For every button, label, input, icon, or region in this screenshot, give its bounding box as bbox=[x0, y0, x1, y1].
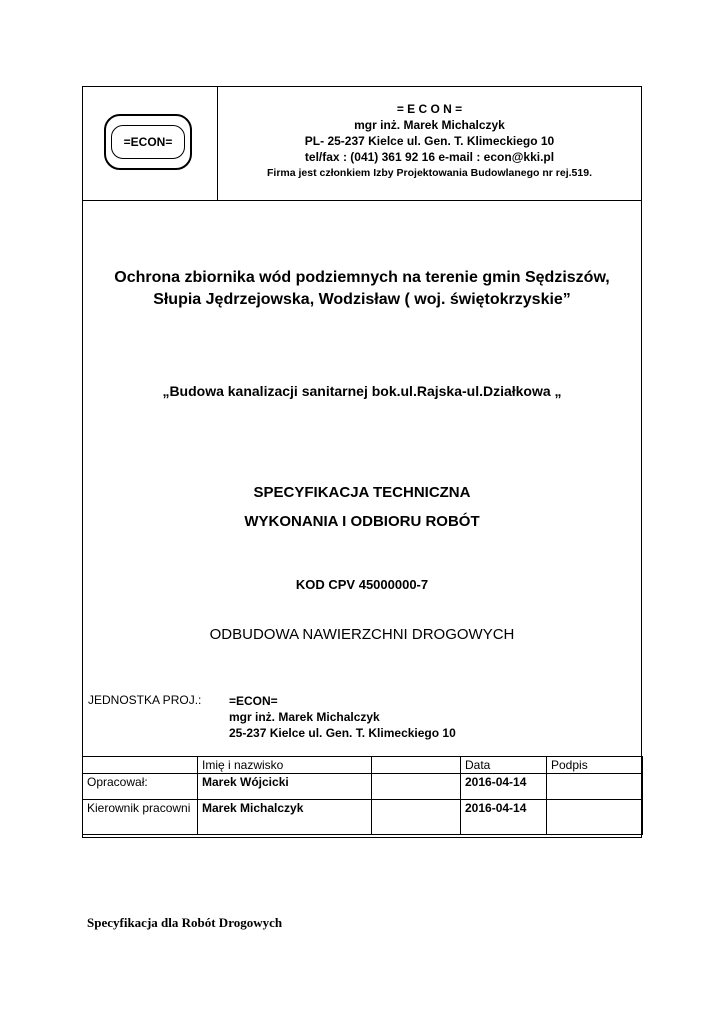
unit-label: JEDNOSTKA PROJ.: bbox=[88, 693, 202, 707]
table-row bbox=[83, 774, 643, 800]
spec-line: WYKONANIA I ODBIORU ROBÓT bbox=[244, 513, 480, 530]
role-cell: Opracował: bbox=[83, 774, 198, 800]
page-footer: Specyfikacja dla Robót Drogowych bbox=[87, 915, 283, 930]
name-cell: Marek Michalczyk bbox=[198, 800, 372, 835]
header-cell: Podpis bbox=[547, 757, 643, 774]
header-cell bbox=[372, 757, 461, 774]
date-cell: 2016-04-14 bbox=[461, 800, 547, 835]
firm-line: = E C O N = bbox=[396, 102, 463, 116]
unit-address: 25-237 Kielce ul. Gen. T. Klimeckiego 10 bbox=[229, 726, 456, 740]
project-title bbox=[83, 267, 641, 311]
cpv-code: KOD CPV 45000000-7 bbox=[295, 577, 429, 592]
project-subtitle: „Budowa kanalizacji sanitarnej bok.ul.Rajska-ul.Działkowa „ bbox=[162, 383, 562, 399]
firm-line: tel/fax : (041) 361 92 16 e-mail : econ@kki.pl bbox=[304, 150, 555, 164]
firm-note: Firma jest członkiem Izby Projektowania Budowlanego nr rej.519. bbox=[266, 167, 592, 179]
name-cell: Marek Wójcicki bbox=[198, 774, 372, 800]
table-row bbox=[83, 800, 643, 835]
header-cell: Data bbox=[461, 757, 547, 774]
role-cell: Kierownik pracowni bbox=[83, 800, 198, 835]
unit-name: =ECON= bbox=[229, 694, 278, 708]
section-title: ODBUDOWA NAWIERZCHNI DROGOWYCH bbox=[209, 626, 515, 643]
signature-table bbox=[82, 756, 643, 835]
title-page-frame bbox=[82, 86, 642, 838]
title-line: Ochrona zbiornika wód podziemnych na terenie gmin Sędziszów, bbox=[114, 269, 610, 286]
table-header-row bbox=[83, 757, 643, 774]
title-line: Słupia Jędrzejowska, Wodzisław ( woj. świętokrzyskie” bbox=[153, 291, 571, 308]
firm-line: PL- 25-237 Kielce ul. Gen. T. Klimeckiego 10 bbox=[304, 134, 555, 148]
date-cell: 2016-04-14 bbox=[461, 774, 547, 800]
empty-cell bbox=[372, 800, 461, 835]
logo-cell bbox=[83, 87, 218, 200]
company-logo bbox=[104, 114, 192, 170]
spec-heading bbox=[83, 478, 641, 536]
spec-line: SPECYFIKACJA TECHNICZNA bbox=[253, 484, 471, 501]
unit-details bbox=[229, 693, 456, 741]
unit-person: mgr inż. Marek Michalczyk bbox=[229, 710, 380, 724]
firm-line: mgr inż. Marek Michalczyk bbox=[354, 118, 505, 132]
signature-cell bbox=[547, 800, 643, 835]
header-cell bbox=[83, 757, 198, 774]
logo-text: =ECON= bbox=[111, 125, 185, 159]
header-cell: Imię i nazwisko bbox=[198, 757, 372, 774]
header bbox=[83, 87, 641, 201]
firm-info bbox=[218, 101, 641, 181]
signature-cell bbox=[547, 774, 643, 800]
empty-cell bbox=[372, 774, 461, 800]
